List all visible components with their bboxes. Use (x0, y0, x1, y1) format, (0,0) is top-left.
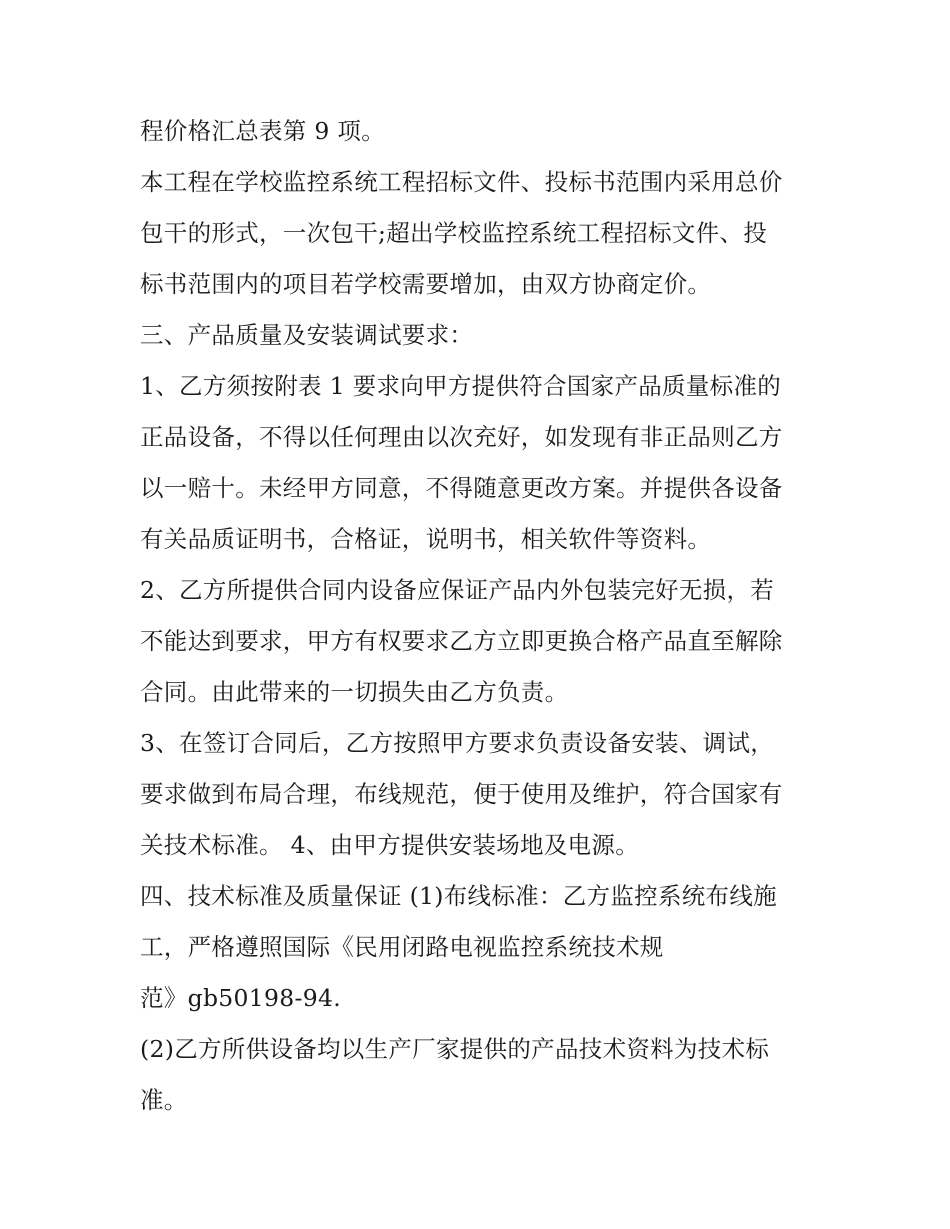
section-heading: 四、技术标准及质量保证 (1)布线标准：乙方监控系统布线施 (140, 882, 777, 910)
text-line: 标书范围内的项目若学校需要增加，由双方协商定价。 (140, 270, 712, 298)
text-line: 范》gb50198-94. (140, 984, 342, 1012)
document-body (140, 106, 820, 1126)
section-heading: 三、产品质量及安装调试要求： (140, 321, 474, 349)
text-line: 不能达到要求，甲方有权要求乙方立即更换合格产品直至解除 (140, 627, 783, 655)
text-line: 准。 (140, 1086, 188, 1114)
text-line: 有关品质证明书，合格证，说明书，相关软件等资料。 (140, 525, 712, 553)
text-line: 正品设备，不得以任何理由以次充好，如发现有非正品则乙方 (140, 423, 783, 451)
text-line: 工，严格遵照国际《民用闭路电视监控系统技术规 (140, 933, 664, 961)
text-line: 3、在签订合同后，乙方按照甲方要求负责设备安装、调试， (140, 729, 775, 757)
text-line: 本工程在学校监控系统工程招标文件、投标书范围内采用总价 (140, 168, 783, 196)
text-line: 以一赔十。未经甲方同意，不得随意更改方案。并提供各设备 (140, 474, 783, 502)
text-line: 要求做到布局合理，布线规范，便于使用及维护，符合国家有 (140, 780, 783, 808)
text-line: 2、乙方所提供合同内设备应保证产品内外包装完好无损，若 (140, 576, 775, 604)
text-line: 程价格汇总表第 9 项。 (140, 117, 385, 145)
text-line: 合同。由此带来的一切损失由乙方负责。 (140, 678, 569, 706)
text-line: 包干的形式，一次包干;超出学校监控系统工程招标文件、投 (140, 219, 768, 247)
text-line: 1、乙方须按附表 1 要求向甲方提供符合国家产品质量标准的 (140, 372, 782, 400)
text-line: (2)乙方所供设备均以生产厂家提供的产品技术资料为技术标 (140, 1035, 770, 1063)
text-line: 关技术标准。 4、由甲方提供安装场地及电源。 (140, 831, 640, 859)
